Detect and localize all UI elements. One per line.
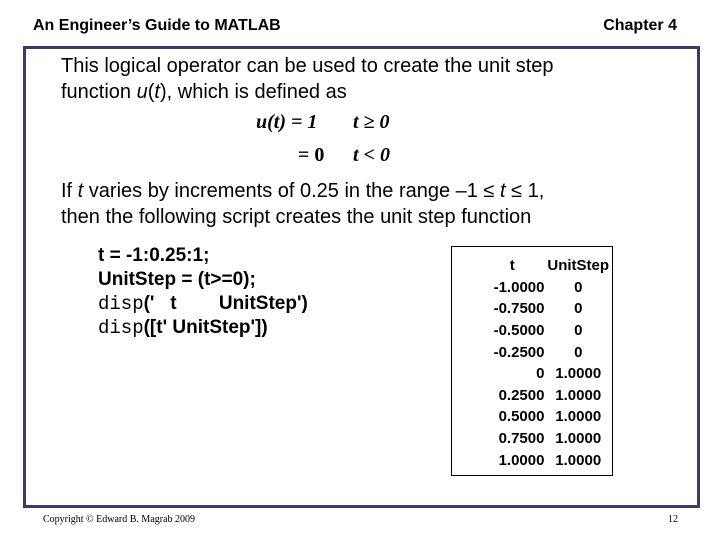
text: function (61, 81, 137, 103)
t-cell: 0 (536, 365, 545, 383)
unitstep-cell: 1.0000 (555, 430, 602, 448)
code-line (98, 316, 308, 340)
matlab-script (98, 244, 308, 340)
t: t (500, 180, 506, 202)
eq-row1-lhs (256, 111, 317, 134)
col-header: UnitStep (547, 257, 610, 275)
arg: t (154, 81, 160, 103)
t-cell: -1.0000 (493, 278, 545, 296)
cond: t ≥ 0 (353, 111, 390, 133)
output-table (451, 246, 613, 476)
table-row (460, 277, 612, 299)
t: varies by increments of 0.25 in the range –1 ≤ (83, 180, 500, 202)
table-header (460, 255, 612, 277)
cond: t < 0 (353, 144, 390, 166)
table-row (460, 406, 612, 428)
t: If (61, 180, 78, 202)
intro-line-1: This logical operator can be used to create the unit step (61, 55, 554, 77)
fn: u (136, 81, 148, 103)
table-row (460, 298, 612, 320)
t-cell: -0.5000 (493, 322, 545, 340)
page-number: 12 (668, 514, 678, 525)
keyword: disp (98, 293, 144, 315)
eq-row1-cond (353, 111, 390, 134)
table-row (460, 428, 612, 450)
intro-line-2: function u(t), which is defined as (61, 81, 347, 103)
range-line-1 (61, 178, 681, 204)
t-cell: -0.7500 (493, 300, 545, 318)
code-line: t = -1:0.25:1; (98, 245, 210, 266)
eq-row2-lhs: = 0 (298, 144, 325, 166)
keyword: disp (98, 317, 144, 339)
unitstep-cell: 0 (574, 278, 583, 296)
t-cell: 1.0000 (498, 451, 545, 469)
t: t (77, 180, 84, 202)
table-row (460, 341, 612, 363)
unitstep-cell: 1.0000 (555, 451, 602, 469)
table-row (460, 320, 612, 342)
range-line-2: then the following script creates the unit step function (61, 206, 532, 228)
unitstep-cell: 1.0000 (555, 386, 602, 404)
table-row (460, 385, 612, 407)
code-line (98, 292, 308, 316)
args: ([t' UnitStep']) (143, 317, 268, 338)
intro-text (61, 53, 681, 105)
unitstep-cell: 0 (574, 322, 583, 340)
unitstep-cell: 1.0000 (555, 365, 602, 383)
t-cell: -0.2500 (493, 343, 545, 361)
table-row (460, 449, 612, 471)
unitstep-cell: 1.0000 (555, 408, 602, 426)
text: , which is defined as (166, 81, 347, 103)
t-cell: 0.2500 (498, 386, 545, 404)
t: ≤ 1, (505, 180, 545, 202)
args: (' t UnitStep') (143, 293, 308, 314)
range-text (61, 178, 681, 230)
code-line: UnitStep = (t>=0); (98, 269, 256, 290)
copyright: Copyright © Edward B. Magrab 2009 (43, 514, 196, 525)
t-cell: 0.5000 (498, 408, 545, 426)
unitstep-cell: 0 (574, 300, 583, 318)
lhs: u(t) = 1 (256, 111, 318, 133)
t-cell: 0.7500 (498, 430, 545, 448)
eq-row2-cond (353, 144, 390, 167)
chapter-label: Chapter 4 (603, 17, 677, 34)
table-row (460, 363, 612, 385)
col-header: t (509, 257, 515, 275)
unitstep-cell: 0 (574, 343, 583, 361)
book-title: An Engineer’s Guide to MATLAB (33, 17, 281, 34)
